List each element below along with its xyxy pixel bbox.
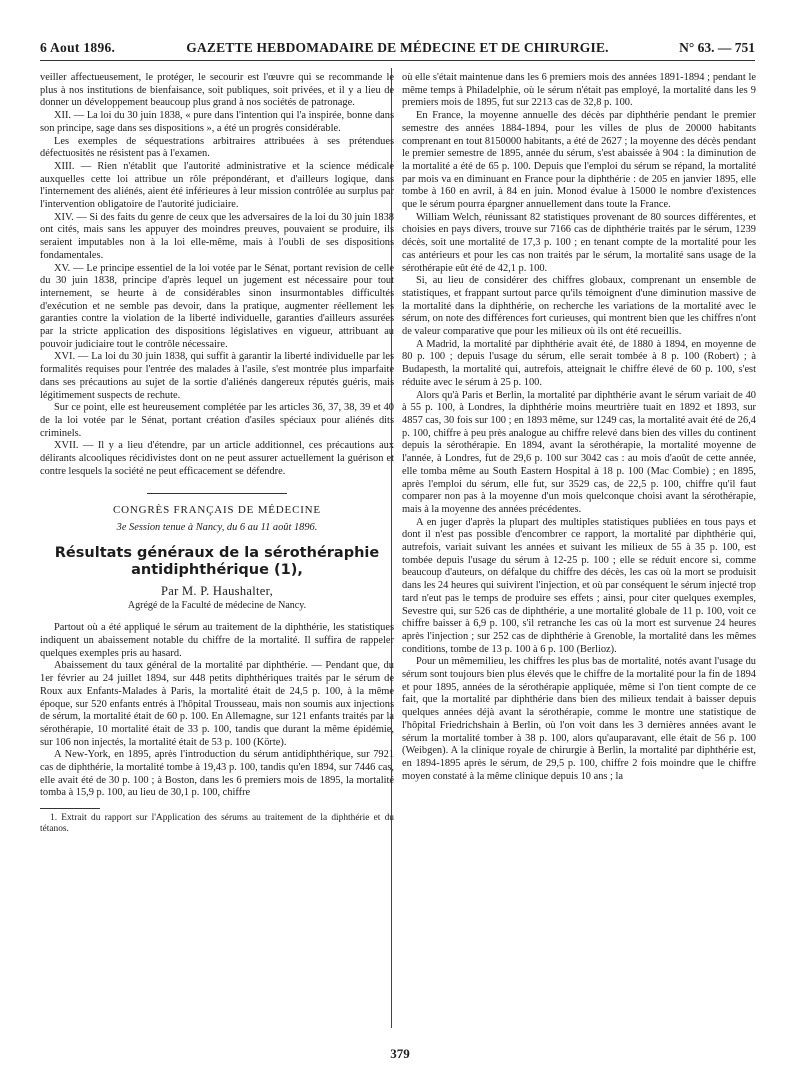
paragraph: veiller affectueusement, le protéger, le secourir est l'œuvre qui se recommande le plus à nos institutions de bienfaisance, soit publiques, soit privées, et il y a lieu de donner un développement beaucoup plus grand à nos sociétés de patronage. xyxy=(40,72,394,109)
paragraph: A Madrid, la mortalité par diphthérie avait été, de 1880 à 1894, en moyenne de 80 p. 100 ; depuis l'usage du sérum, elle serait tombée à 8 p. 100 (Robert) ; à Budapesth, la mortalité qui, autrefois, atteignait le chiffre élevé de 60 p. 100, s'est réduite avec le sérum à 25 p. 100. xyxy=(402,338,756,388)
left-column xyxy=(40,72,394,836)
congress-heading: CONGRÈS FRANÇAIS DE MÉDECINE xyxy=(113,503,321,516)
paragraph: A en juger d'après la plupart des multiples statistiques publiées en tous pays et dont il n'est pas possible d'encombrer ce rapport, la mortalité par diphthérie qui, autrefois, variait suivant les années et suivant les milieux de 55 à 35 p. 100, est tombée depuis l'usage du sérum à 12-25 p. 100 ; elle se réduit encore si, comme beaucoup d'auteurs, on défalque du chiffre des décès, les cas où la mort se produisit dans les 24 heures qui suivirent l'injection, et où par conséquent le sérum injecté trop tard n'eut pas le temps de produire ses effets ; ainsi, pour citer quelques exemples, Sevestre qui, sur 526 cas de diphthérie, a une mortalité globale de 11 p. 100, voit ce chiffre baisser à 6,9 p. 100, s'il retranche les cas où la mort est survenue 24 heures après l'injection ; sur 252 cas de diphthérie à Grenoble, la mortalité dans les mêmes conditions, tombe de 13 p. 100 à 6 p. 100 (Berlioz). xyxy=(402,516,756,655)
paragraph: Si, au lieu de considérer des chiffres globaux, comprenant un ensemble de statistiques, et frappant surtout parce qu'ils témoignent d'une diminution massive de la mortalité dans la diphthérie, on recherche les variations de la mortalité avec le sérum, on note des différences fort curieuses, qui montrent bien que les chiffres n'ont de valeur comparative que pour les milieux où ils ont été recueillis. xyxy=(402,275,756,338)
paragraph: Pour un mêmemilieu, les chiffres les plus bas de mortalité, notés avant l'usage du sérum sont toujours bien plus élevés que le chiffre de la mortalité pour la fin de 1894 et pour 1895, années de la sérothérapie appliquée, même si l'on tient compte de ce fait, que la mortalité par diphthérie dans bien des milieux tendait à baisser depuis quelques années déjà avant la sérothérapie, comme le montre une statistique de l'hôpital Friedrichshain à Berlin, où l'on voit dans les 3 dernières années avant le sérum la mortalité tomber à 38 p. 100, alors qu'auparavant, elle était de 56 p. 100 (Weibgen). A la clinique royale de chirurgie à Berlin, la mortalité par diphthérie est, en 1894-1895 après le sérum, de 29,5 p. 100, chiffre 2 fois moindre que le chiffre moyen constaté à la même clinique depuis 10 ans ; la xyxy=(402,656,756,782)
section-separator xyxy=(147,493,287,494)
paragraph: XIV. — Si des faits du genre de ceux que les adversaires de la loi du 30 juin 1838 ont cités, mais sans les appuyer des moindres preuves, pouvaient se produire, ils seraient imputables non à la loi elle-même, mais à l'oubli de ses dispositions fondamentales. xyxy=(40,211,394,261)
paragraph: XV. — Le principe essentiel de la loi votée par le Sénat, portant revision de celle du 30 juin 1838, principe d'après lequel un jugement est nécessaire pour tout internement, se heurte à de considérables sinon insurmontables difficultés d'exécution et ne semble pas devoir, dans la pratique, augmenter réellement les garanties contre la violation de la liberté individuelle, garanties d'ailleurs assurées par la stricte application des dispositions législatives en vigueur, attribuant au pouvoir judiciaire tout le contrôle nécessaire. xyxy=(40,262,394,350)
article-author: Par M. P. Haushalter, xyxy=(160,583,274,598)
paragraph: Alors qu'à Paris et Berlin, la mortalité par diphthérie avant le sérum variait de 40 à 55 p. 100, à Londres, la diphthérie moins meurtrière tuait en 1892 et 1893, sur 4857 cas, 30 fois sur 100 ; en 1893 même, sur 1249 cas, la mortalité avait été de 26,4 p. 100, chiffre à peu près analogue au chiffre relevé dans bien des villes du continent depuis la sérothérapie. En 1894, avant la sérothérapie, la mortalité moyenne de l'année, à Londres, fut de 29,6 p. 100 sur 3042 cas : au mois d'août de cette année, elle tomba même au South Eastern Hospital à 18 p. 100 (Mac Combie) ; en 1895, après l'emploi du sérum, elle fut, sur 3529 cas, de 22,5 p. 100, chiffre qu'il faut comparer non pas à la moyenne d'un mois quelconque choisi avant la sérothérapie, mais à la moyenne des années précédentes. xyxy=(402,389,756,515)
paragraph: XVI. — La loi du 30 juin 1838, qui suffit à garantir la liberté individuelle par les formalités requises pour l'entrée des malades à l'asile, s'est montrée plus imparfaite dans ses précautions au sujet de la sortie d'aliénés dangereux réputés guéris, mais légitimement suspects de rechute. xyxy=(40,351,394,401)
session-subtitle: 3e Session tenue à Nancy, du 6 au 11 août 1896. xyxy=(116,522,318,534)
paragraph: XVII. — Il y a lieu d'étendre, par un article additionnel, ces précautions aux délirants alcooliques récidivistes dont on ne peut assurer actuellement la guérison et contre lesquels la société ne peut efficacement se défendre. xyxy=(40,440,394,477)
paragraph: Sur ce point, elle est heureusement complétée par les articles 36, 37, 38, 39 et 40 de la loi votée par le Sénat, portant création d'asiles spéciaux pour aliénés dits criminels. xyxy=(40,402,394,439)
footnote: 1. Extrait du rapport sur l'Application des sérums au traitement de la diphthérie et du tétanos. xyxy=(40,813,394,835)
article-title: Résultats généraux de la sérothéraphie antidiphthérique (1), xyxy=(54,544,380,578)
paragraph: En France, la moyenne annuelle des décès par diphthérie pendant le premier semestre des années 1884-1894, pour les villes de plus de 20000 habitants comprenant en tout 8150000 habitants, a été de 2627 ; la moyenne des décès pendant le premier semestre de 1895, année du sérum, s'est abaissée à 904 : la diminution de la mortalité a été de 65 p. 100. Depuis que l'emploi du sérum se répand, la mortalité par mois va en diminuant en France pour la diphthérie : de 205 en janvier 1895, elle tombe à 160 en avril, à 84 en juin. Monod évalue à 15000 le nombre d'existences que le sérum pourra épargner annuellement dans toute la France. xyxy=(402,110,756,211)
header-date: 6 Aout 1896. xyxy=(40,40,116,55)
header-journal-title: GAZETTE HEBDOMADAIRE DE MÉDECINE ET DE CHIRURGIE. xyxy=(186,40,609,55)
paragraph: Partout où a été appliqué le sérum au traitement de la diphthérie, les statistiques indiquent un abaissement notable du chiffre de la mortalité. Il suffira de rappeler quelques exemples pris au hasard. xyxy=(40,622,394,659)
running-header xyxy=(40,38,755,61)
paragraph: Abaissement du taux général de la mortalité par diphthérie. — Pendant que, du 1er février au 24 juillet 1894, sur 448 petits diphthériques traités par le sérum de Roux aux Enfants-Malades à Paris, la mortalité était de 24,5 p. 100, à la même époque, sur 520 enfants entrés à l'hôpital Trousseau, mais non soumis aux injections de sérum, la mortalité était de 60 p. 100. En Allemagne, sur 121 enfants traités par la sérothérapie, 10 mortalité était de 33 p. 100, tandis que durant la même épidémie, sur 106 non injectés, la mortalité était de 53 p. 100 (Körte). xyxy=(40,660,394,748)
header-issue-number: N° 63. — 751 xyxy=(679,40,755,55)
paragraph: Les exemples de séquestrations arbitraires attribuées à ses prétendues défectuosités ne résistent pas à l'examen. xyxy=(40,135,394,160)
paragraph: A New-York, en 1895, après l'introduction du sérum antidiphthérique, sur 7921 cas de diphthérie, la mortalité tombe à 19,43 p. 100, tandis qu'en 1894, sur 7446 cas, elle avait été de 30 p. 100 ; à Boston, dans les 6 premiers mois de 1895, la mortalité tomba à 15,9 p. 100, au lieu de 30,1 p. 100, chiffre xyxy=(40,749,394,799)
footnote-separator xyxy=(40,808,100,809)
page-number: 379 xyxy=(390,1046,410,1061)
paragraph: où elle s'était maintenue dans les 6 premiers mois des années 1891-1894 ; pendant le même temps à Philadelphie, où le sérum n'était pas employé, la mortalité dans les 9 premiers mois de 1895, fut sur 2213 cas de 32,8 p. 100. xyxy=(402,72,756,109)
author-affiliation: Agrégé de la Faculté de médecine de Nancy. xyxy=(127,599,307,611)
paragraph: XII. — La loi du 30 juin 1838, « pure dans l'intention qui l'a inspirée, bonne dans son principe, sage dans ses dispositions », a été un progrès considérable. xyxy=(40,110,394,134)
paragraph: XIII. — Rien n'établit que l'autorité administrative et la science médicale auxquelles cette loi attribue un rôle prépondérant, et d'ailleurs logique, dans l'internement des aliénés, aient été inférieures à leur mission contrôlée au surplus par l'intervention obligatoire de l'autorité judiciaire. xyxy=(40,160,394,211)
right-column xyxy=(402,72,756,783)
paragraph: William Welch, réunissant 82 statistiques provenant de 80 sources différentes, et choisies en pays divers, trouve sur 7166 cas de diphthérie traités par le sérum, 1239 décès, soit une mortalité de 17,3 p. 100 ; en tenant compte de la mortalité pour les cas antérieurs et pour les cas non traités par le sérum, la mortalité sans usage de la sérothérapie eût été de 42,1 p. 100. xyxy=(402,211,756,274)
